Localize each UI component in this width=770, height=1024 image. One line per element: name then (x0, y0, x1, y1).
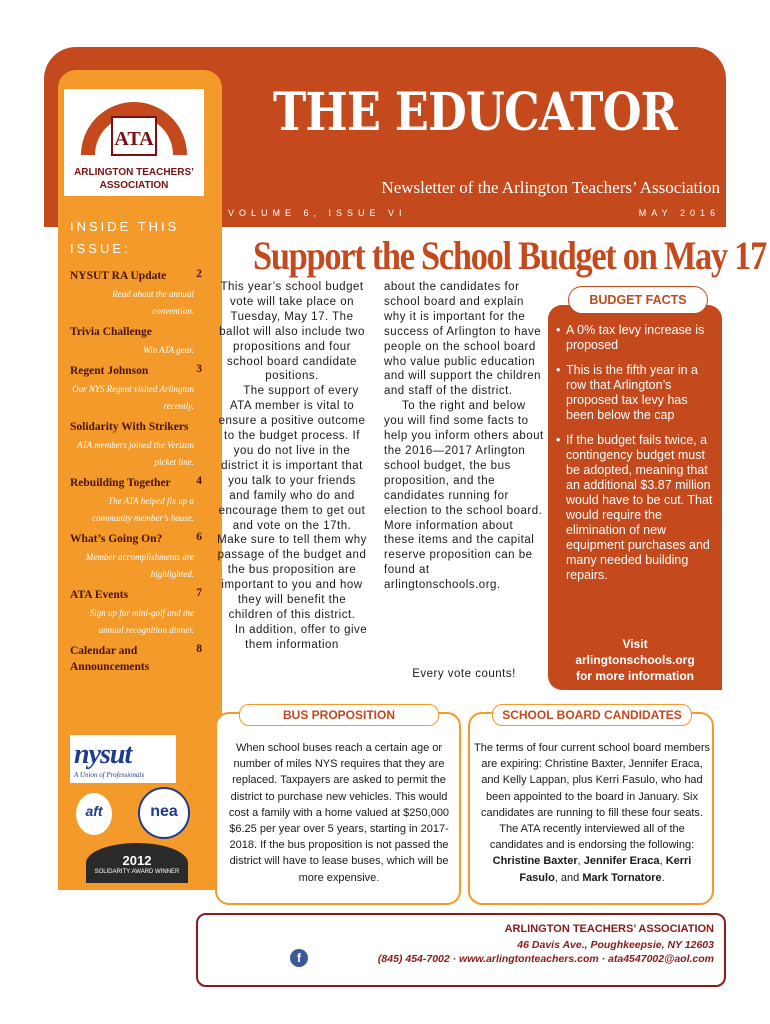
article-paragraph: In addition, offer to give them information (234, 623, 368, 651)
affiliation-badges (70, 735, 210, 885)
facebook-icon[interactable]: f (290, 949, 308, 967)
issue-date: MAY 2016 (638, 208, 720, 218)
budget-facts-link[interactable] (548, 636, 722, 684)
toc-item[interactable] (70, 587, 202, 639)
toc-desc: Member accomplishments are highlighted. (85, 552, 194, 579)
toc-item[interactable] (70, 324, 194, 359)
article-paragraph: The support of every ATA member is vital to ensure a positive outcome to the budget process. If you do not live in the district it is important that you talk to your friends and family who do and encourage them to get out and vote on the 17th. Make sure to tell them why passage of the budget and the bus proposition are important to you and how they will benefit the children of this district. (217, 385, 367, 621)
article-paragraph: about the candidates for school board and explain why it is important for the success of Arlington to have people on the school board who value public education and will support the children and staff of the district. (384, 281, 542, 398)
toc-item[interactable] (70, 363, 202, 415)
cta-line: Visit (622, 637, 648, 651)
separator: . (661, 871, 665, 884)
toc-page: 3 (196, 363, 202, 375)
cta-url[interactable]: arlingtonschools.org (575, 653, 695, 667)
toc-title: Trivia Challenge (70, 326, 152, 338)
award-year: 2012 (122, 853, 152, 868)
volume-issue: VOLUME 6, ISSUE VI (228, 208, 407, 218)
ata-seal-icon (74, 91, 194, 171)
aft-logo (76, 793, 112, 835)
bus-proposition-box (215, 708, 461, 905)
endorsed-candidate: Kerri Fasulo (519, 855, 692, 884)
toc-title: Regent Johnson (70, 365, 149, 377)
separator: , (577, 855, 584, 868)
toc-title: Rebuilding Together (70, 477, 171, 489)
endorsed-candidate: Jennifer Eraca (583, 855, 660, 868)
toc-desc: Sign up for mini-golf and the annual recognition dinner. (89, 608, 194, 635)
toc-title: Solidarity With Strikers (70, 421, 189, 433)
ata-logo (64, 89, 204, 196)
journalism-award-seal (86, 843, 188, 883)
bus-proposition-body: When school buses reach a certain age or number of miles NYS requires that they are replaced. Taxpayers are asked to permit the district to purchase new vehicles. This would cost a family with a home valued at $250,000 $6.25 per year over 5 years, starting in 2017-2018. If the bus proposition is not passed the district will have to lease buses, which will be more expensive. (228, 742, 450, 884)
footer (196, 913, 726, 987)
nea-logo-text: nea (150, 803, 178, 820)
every-vote-counts: Every vote counts! (412, 668, 516, 680)
article-headline: Support the School Budget on May 17 (253, 233, 766, 278)
board-text: The terms of four current school board members are expiring: Christine Baxter, Jennifer Eraca, and Kelly Lappan, plus Kerri Fasulo, who had been appointed to the board in January. Six candidates are running to fill these four seats. The ATA recently interviewed all of the candidates and is endorsing the following: (474, 742, 710, 852)
article-paragraph: To the right and below you will find some facts to help you inform others about the 2016—2017 Arlington school budget, the bus proposition, and the candidates running for election to the school board. More information about these items and the capital reserve proposition can be found at arlingtonschools.org. (384, 400, 544, 592)
logo-line-2: ASSOCIATION (99, 180, 169, 191)
toc-page: 6 (196, 531, 202, 543)
award-label: SOLIDARITY AWARD WINNER (94, 869, 180, 875)
svg-text:ATA: ATA (114, 128, 154, 150)
article-column-2 (384, 280, 544, 593)
school-board-body (474, 740, 710, 886)
logo-line-1: ARLINGTON TEACHERS’ (74, 167, 194, 178)
footer-org-name: ARLINGTON TEACHERS’ ASSOCIATION (504, 923, 714, 935)
toc-desc: Read about the annual convention. (112, 289, 194, 316)
footer-contact[interactable]: (845) 454-7002 · www.arlingtonteachers.com · ata4547002@aol.com (377, 953, 714, 965)
table-of-contents (70, 268, 202, 679)
toc-page: 7 (196, 587, 202, 599)
endorsed-candidate: Christine Baxter (492, 855, 578, 868)
nysut-tagline: A Union of Professionals (74, 771, 145, 779)
inside-heading: INSIDE THIS ISSUE: (70, 219, 180, 256)
nysut-logo (70, 735, 176, 783)
separator: , and (554, 871, 583, 884)
toc-item[interactable] (70, 268, 202, 320)
newsletter-subtitle: Newsletter of the Arlington Teachers’ Association (381, 178, 720, 197)
toc-page: 2 (196, 268, 202, 280)
toc-page: 8 (196, 643, 202, 655)
article-paragraph: This year’s school budget vote will take place on Tuesday, May 17. The ballot will also include two propositions and four school board candidate positions. (219, 281, 365, 383)
footer-address: 46 Davis Ave., Poughkeepsie, NY 12603 (517, 939, 714, 951)
budget-fact: • A 0% tax levy increase is proposed (556, 323, 716, 353)
bus-proposition-title: BUS PROPOSITION (239, 704, 439, 726)
toc-desc: Our NYS Regent visited Arlington recently. (72, 384, 194, 411)
toc-desc: Win ATA gear. (143, 345, 194, 355)
article-column-1 (216, 280, 368, 653)
toc-title: ATA Events (70, 589, 129, 601)
toc-title: NYSUT RA Update (70, 270, 167, 282)
school-board-box (468, 708, 714, 905)
newsletter-title: THE EDUCATOR (273, 82, 677, 143)
budget-facts-list (556, 323, 716, 593)
school-board-title: SCHOOL BOARD CANDIDATES (492, 704, 692, 726)
toc-desc: ATA members joined the Verizon picket line. (77, 440, 194, 467)
budget-facts-box (548, 305, 722, 690)
toc-title: Calendar and Announcements (70, 645, 150, 673)
aft-logo-text: aft (85, 803, 103, 819)
cta-line: for more information (575, 669, 694, 683)
toc-desc: The ATA helped fix up a community member’s house. (92, 496, 194, 523)
budget-facts-title: BUDGET FACTS (568, 286, 708, 314)
toc-page: 4 (196, 475, 202, 487)
toc-item[interactable] (70, 531, 202, 583)
toc-item[interactable] (70, 419, 194, 471)
nysut-logo-text: nysut (74, 739, 132, 770)
budget-fact: • This is the fifth year in a row that Arlington’s proposed tax levy has been below the cap (556, 363, 716, 423)
toc-title: What’s Going On? (70, 533, 163, 545)
nea-logo (138, 787, 190, 839)
budget-fact: • If the budget fails twice, a contingency budget must be adopted, meaning that an additional $3.87 million would have to be cut. That would require the elimination of new equipment purchases and many needed building repairs. (556, 433, 716, 583)
toc-item[interactable] (70, 643, 202, 675)
separator: , (659, 855, 666, 868)
volume-bar (228, 204, 720, 224)
toc-item[interactable] (70, 475, 202, 527)
endorsed-candidate: Mark Tornatore (582, 871, 662, 884)
